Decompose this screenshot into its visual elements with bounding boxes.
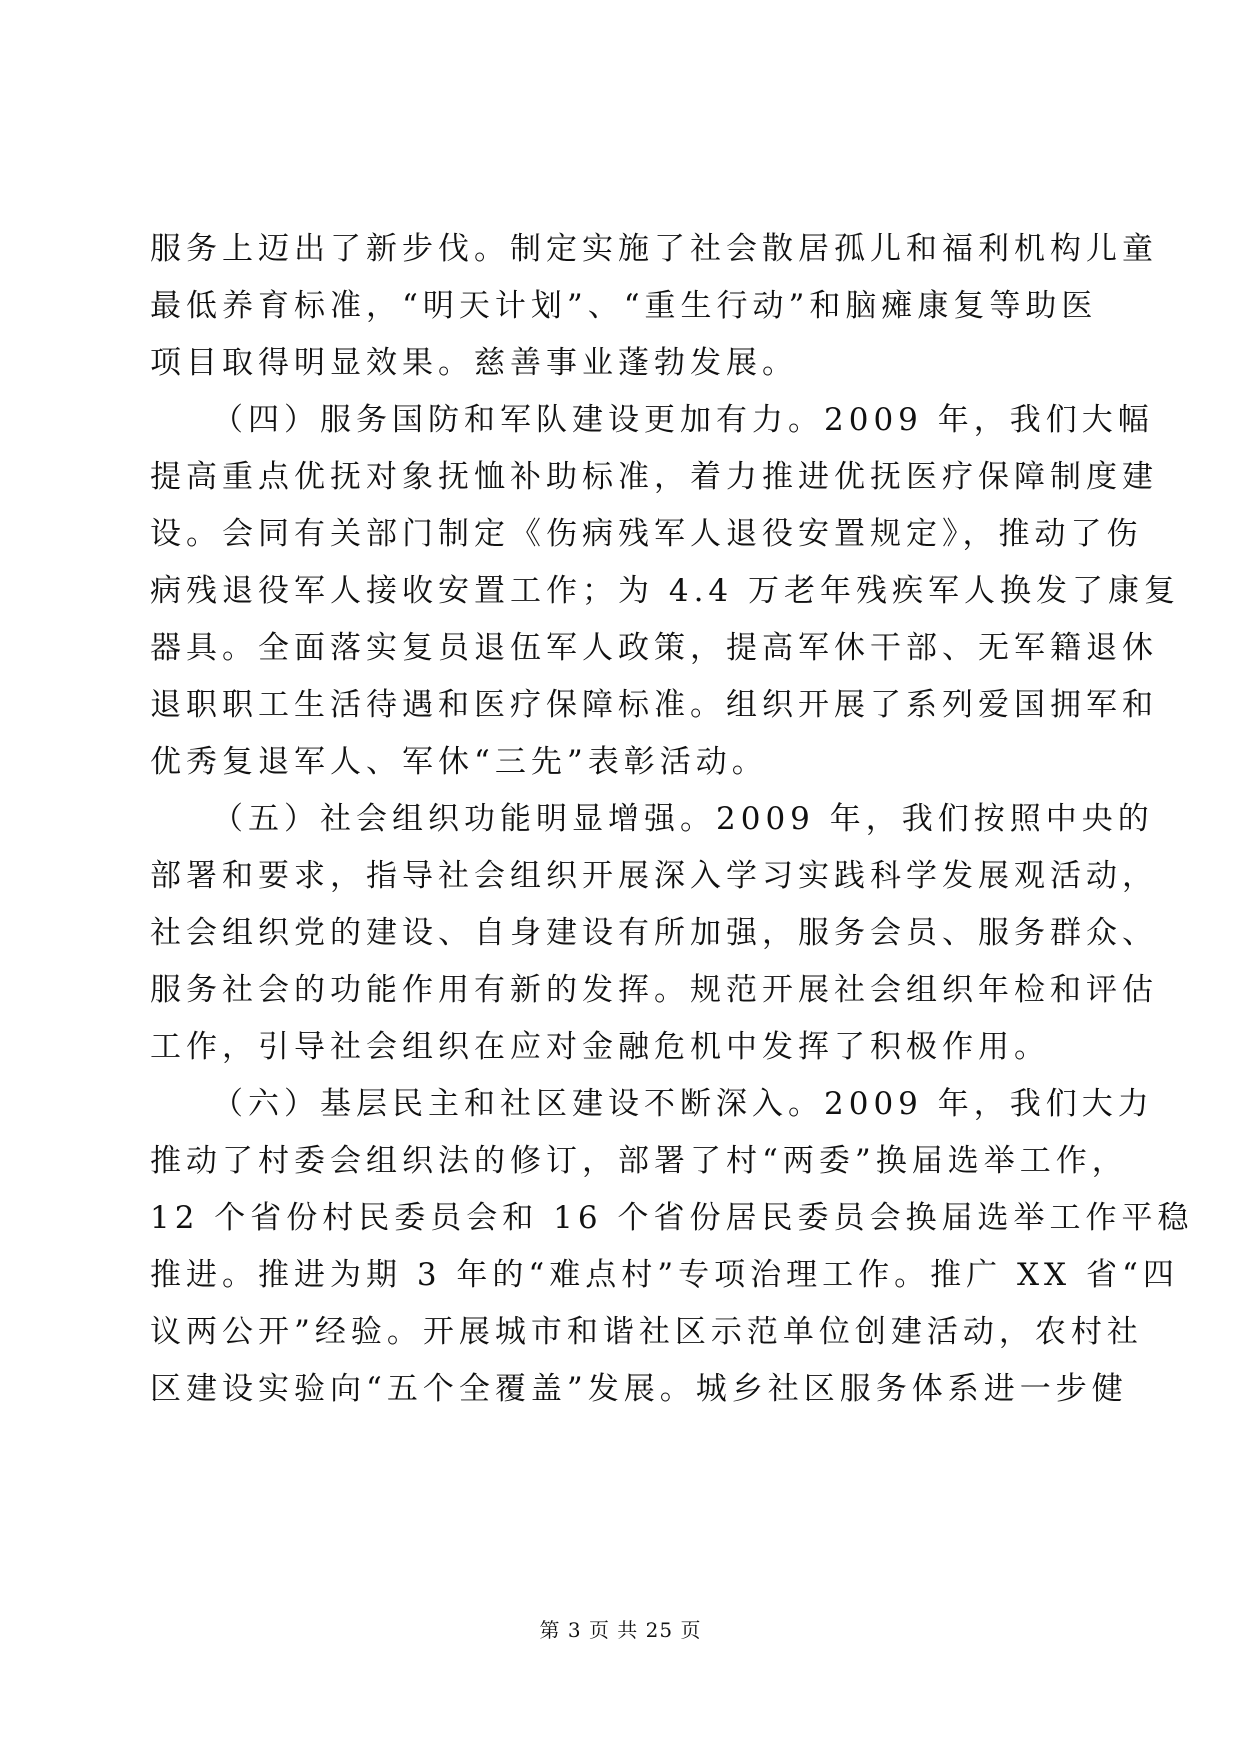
text-line: 设。会同有关部门制定《伤病残军人退役安置规定》，推动了伤 xyxy=(150,516,1143,552)
text-line: 议两公开”经验。开展城市和谐社区示范单位创建活动，农村社 xyxy=(150,1314,1143,1350)
text-line: 优秀复退军人、军休“三先”表彰活动。 xyxy=(150,744,768,780)
text-line: 推进。推进为期 3 年的“难点村”专项治理工作。推广 XX 省“四 xyxy=(150,1257,1179,1293)
text-line: 最低养育标准，“明天计划”、“重生行动”和脑瘫康复等助医 xyxy=(150,288,1098,324)
text-line: 部署和要求，指导社会组织开展深入学习实践科学发展观活动， xyxy=(150,858,1158,894)
text-line: 退职职工生活待遇和医疗保障标准。组织开展了系列爱国拥军和 xyxy=(150,687,1158,723)
text-line: 提高重点优抚对象抚恤补助标准，着力推进优抚医疗保障制度建 xyxy=(150,459,1158,495)
text-line: 推动了村委会组织法的修订，部署了村“两委”换届选举工作， xyxy=(150,1143,1128,1179)
text-line: 服务上迈出了新步伐。制定实施了社会散居孤儿和福利机构儿童 xyxy=(150,231,1158,267)
text-line: 工作，引导社会组织在应对金融危机中发挥了积极作用。 xyxy=(150,1029,1050,1065)
text-line: 器具。全面落实复员退伍军人政策，提高军休干部、无军籍退休 xyxy=(150,630,1158,666)
paragraph-heading-4: （四）服务国防和军队建设更加有力。2009 年，我们大幅 xyxy=(212,402,1154,438)
text-line: 病残退役军人接收安置工作；为 4.4 万老年残疾军人换发了康复 xyxy=(150,573,1181,609)
text-line: 社会组织党的建设、自身建设有所加强，服务会员、服务群众、 xyxy=(150,915,1158,951)
text-line: 12 个省份村民委员会和 16 个省份居民委员会换届选举工作平稳 xyxy=(150,1200,1194,1236)
paragraph-heading-6: （六）基层民主和社区建设不断深入。2009 年，我们大力 xyxy=(212,1086,1154,1122)
text-line: 区建设实验向“五个全覆盖”发展。城乡社区服务体系进一步健 xyxy=(150,1371,1128,1407)
text-line: 服务社会的功能作用有新的发挥。规范开展社会组织年检和评估 xyxy=(150,972,1158,1008)
paragraph-heading-5: （五）社会组织功能明显增强。2009 年，我们按照中央的 xyxy=(212,801,1154,837)
page-number-footer: 第 3 页 共 25 页 xyxy=(539,1618,702,1642)
text-line: 项目取得明显效果。慈善事业蓬勃发展。 xyxy=(150,345,798,381)
